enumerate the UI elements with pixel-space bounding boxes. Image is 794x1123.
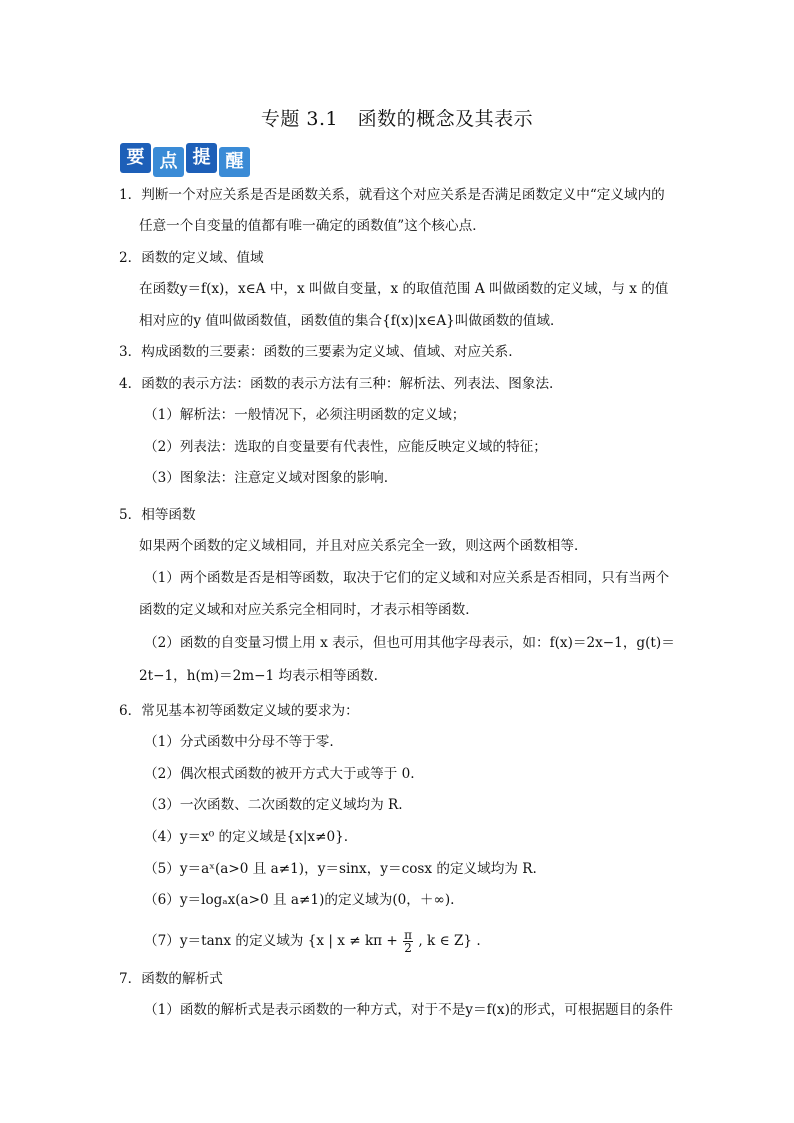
badge-char-3: 提 xyxy=(186,143,217,173)
item-5-heading: 5．相等函数 xyxy=(119,507,196,523)
item-5-line-1: 如果两个函数的定义域相同，并且对应关系完全一致，则这两个函数相等． xyxy=(139,538,588,554)
item-5-sub-2-line-2: 2t−1，h(m)＝2m−1 均表示相等函数. xyxy=(139,668,378,684)
item-6-sub-2: （2）偶次根式函数的被开方式大于或等于 0. xyxy=(144,766,415,782)
item-2-line-1: 在函数y＝f(x)，x∈A 中，x 叫做自变量，x 的取值范围 A 叫做函数的定义域，与 x 的值 xyxy=(139,281,669,297)
item-6-sub-6: （6）y＝logₐx(a>0 且 a≠1)的定义域为(0，＋∞). xyxy=(144,892,455,908)
badge-char-2: 点 xyxy=(153,147,184,177)
item-6-sub-4: （4）y＝x⁰ 的定义域是{x|x≠0}. xyxy=(144,829,349,845)
item-1-line-1: 1．判断一个对应关系是否是函数关系，就看这个对应关系是否满足函数定义中“定义域内的 xyxy=(119,187,665,203)
item-1-line-2: 任意一个自变量的值都有唯一确定的函数值”这个核心点． xyxy=(139,218,486,234)
item-5-sub-1-line-2: 函数的定义域和对应关系完全相同时，才表示相等函数． xyxy=(139,602,479,618)
item-6-heading: 6．常见基本初等函数定义域的要求为： xyxy=(119,703,359,719)
item-2-heading: 2．函数的定义域、值域 xyxy=(119,250,264,266)
fraction-denominator: 2 xyxy=(404,941,412,955)
item-6-sub-7-suffix: , k ∈ Z} . xyxy=(418,933,481,949)
item-6-sub-1: （1）分式函数中分母不等于零. xyxy=(144,734,334,750)
badge-char-1: 要 xyxy=(120,143,151,173)
item-3: 3．构成函数的三要素：函数的三要素为定义域、值域、对应关系. xyxy=(119,344,513,360)
item-4-sub-3: （3）图象法：注意定义域对图象的影响. xyxy=(144,470,389,486)
item-6-sub-7 xyxy=(144,926,481,956)
item-7-heading: 7．函数的解析式 xyxy=(119,971,223,987)
item-7-sub-1: （1）函数的解析式是表示函数的一种方式，对于不是y＝f(x)的形式，可根据题目的条件 xyxy=(144,1002,674,1018)
item-4-sub-2: （2）列表法：选取的自变量要有代表性，应能反映定义域的特征； xyxy=(144,439,547,455)
fraction-numerator: π xyxy=(404,928,413,942)
item-4-heading: 4．函数的表示方法：函数的表示方法有三种：解析法、列表法、图象法. xyxy=(119,376,554,392)
item-6-sub-3: （3）一次函数、二次函数的定义域均为 R. xyxy=(144,797,403,813)
item-6-sub-5: （5）y＝aˣ(a>0 且 a≠1)，y＝sinx，y＝cosx 的定义域均为 R. xyxy=(144,861,537,877)
item-5-sub-1-line-1: （1）两个函数是否是相等函数，取决于它们的定义域和对应关系是否相同，只有当两个 xyxy=(144,570,670,586)
item-5-sub-2-line-1: （2）函数的自变量习惯上用 x 表示，但也可用其他字母表示，如：f(x)＝2x−1，g(t)＝ xyxy=(144,635,675,651)
item-6-sub-7-prefix: （7）y＝tanx 的定义域为 {x | x ≠ kπ + xyxy=(144,933,398,949)
key-points-badge xyxy=(120,143,250,177)
pi-over-2-fraction xyxy=(403,929,413,954)
page-title: 专题 3.1 函数的概念及其表示 xyxy=(260,108,534,130)
badge-char-4: 醒 xyxy=(219,147,250,177)
item-4-sub-1: （1）解析法：一般情况下，必须注明函数的定义域； xyxy=(144,407,466,423)
item-2-line-2: 相对应的y 值叫做函数值，函数值的集合{f(x)|x∈A}叫做函数的值域． xyxy=(139,313,564,329)
